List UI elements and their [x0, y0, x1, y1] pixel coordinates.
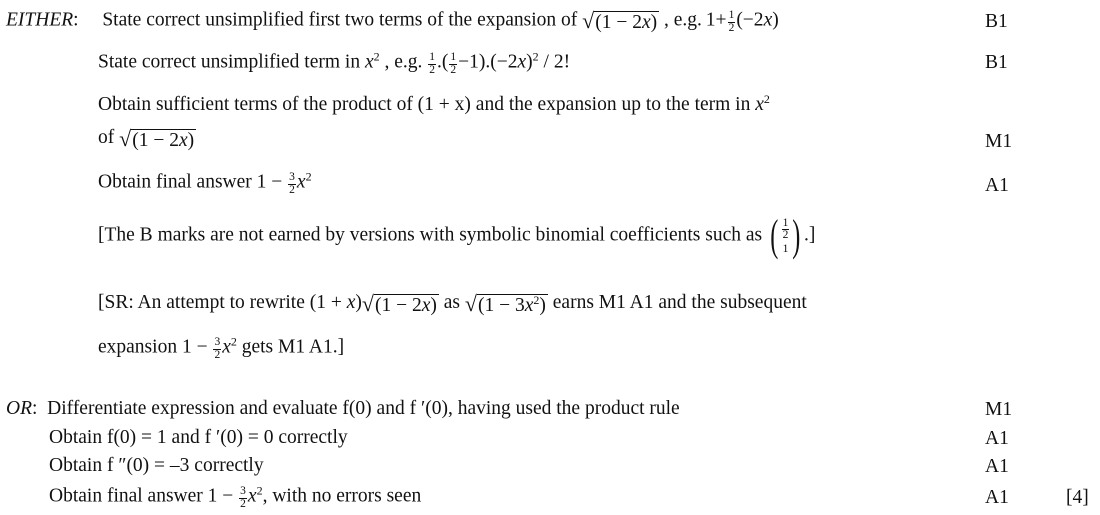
mark-either-3: M1: [985, 131, 1013, 152]
either-line-1-text: State correct unsimplified first two terms of the expansion of: [102, 9, 578, 31]
either-label: EITHER: [6, 9, 74, 31]
either-line-5: Obtain final answer 1 − $\frac{3}{2}$ $x^2$: [98, 169, 312, 196]
or-line-2: Obtain f(0) = 1 and f ′(0) = 0 correctly: [49, 427, 348, 448]
either-line-2-text: State correct unsimplified term in: [98, 51, 361, 73]
mark-or-4: A1: [985, 487, 1009, 508]
either-line-1: EITHER: State correct unsimplified first two terms of the expansion of √ (1 − 2x) , e.g. 1+ $\frac{1}{2}$ (−2x): [6, 8, 779, 34]
or-line-1: OR: Differentiate expression and evaluate f(0) and f ′(0), having used the product rule: [6, 398, 680, 419]
either-line-3: Obtain sufficient terms of the product of (1 + x) and the expansion up to the term in $x^2$: [98, 91, 770, 115]
mark-either-1: B1: [985, 11, 1008, 32]
note-sr-1: [SR: An attempt to rewrite (1 + x) √ (1 − 2x) as √ $(1 - 3x^2)$ earns M1 A1 and the subsequent: [98, 290, 807, 316]
binomial-coefficient: ( $\frac{1}{2}$ 1 ): [770, 211, 801, 260]
either-line-3-text: Obtain sufficient terms of the product of (1 + x) and the expansion up to the term in: [98, 94, 751, 115]
sqrt-1-2x: √ (1 − 2x): [582, 8, 658, 34]
or-label: OR: [6, 398, 32, 419]
either-line-4: of √ (1 − 2x): [98, 125, 195, 151]
or-line-3: Obtain f ″(0) = –3 correctly: [49, 455, 264, 476]
mark-or-1: M1: [985, 399, 1013, 420]
mark-or-3: A1: [985, 456, 1009, 477]
mark-either-4: A1: [985, 175, 1009, 196]
mark-or-2: A1: [985, 428, 1009, 449]
or-line-4: Obtain final answer 1 − $\frac{3}{2}$ $x^2$, with no errors seen: [49, 483, 422, 510]
note-sr-2: expansion 1 − $\frac{3}{2}$ $x^2$ gets M1 A1.]: [98, 334, 345, 361]
note-binomial: [The B marks are not earned by versions with symbolic binomial coefficients such as ( $\frac{1}{2}$ 1 ) .]: [98, 211, 816, 260]
mark-either-2: B1: [985, 52, 1008, 73]
either-line-2: State correct unsimplified term in $x^2$ , e.g. $\frac{1}{2}$ .( $\frac{1}{2}$ $-1).(-2x)^2 / 2$!: [98, 49, 571, 76]
total-marks: [4]: [1066, 487, 1089, 508]
